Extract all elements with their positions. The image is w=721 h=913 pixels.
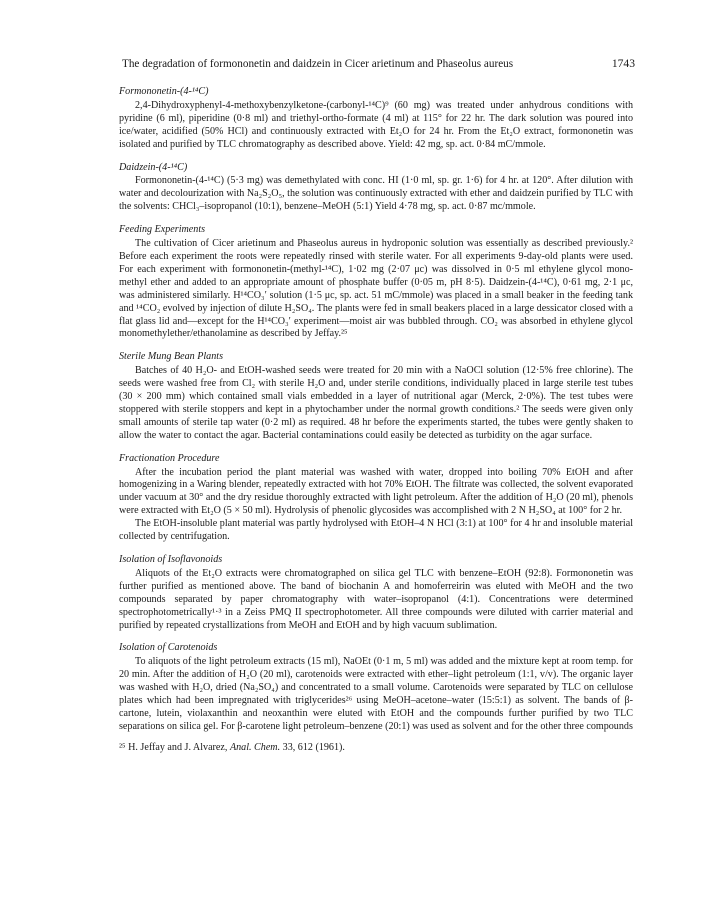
running-title: The degradation of formononetin and daidzein in Cicer arietinum and Phaseolus aureus <box>122 58 514 70</box>
footnote-journal: Anal. Chem. <box>229 741 281 753</box>
section-heading-daidzein: Daidzein-(4-¹⁴C) <box>119 161 188 173</box>
paragraph: The cultivation of Cicer arietinum and Phaseolus aureus in hydroponic solution was essentially as described previously.² Before each experiment the roots were repeatedly rinsed with sterile water. For all experiments 9-day-old plants were used. For each experiment with formononetin-(methyl-¹⁴C), 1·02 mg (2·07 μc) was dissolved in 0·5 ml ethylene glycol mono-methyl ether and added to an appropriate amount of phosphate buffer (0·05 m, pH 8·5). Daidzein-(4-¹⁴C), 0·61 mg, 2·1 μc, was administered similarly. H¹⁴CO₃′ solution (1·5 μc, sp. act. 51 mC/mmole) was placed in a small beaker in the feeding tank and ¹⁴CO₂ evolved by injection of dilute H₂SO₄. The plants were fed in small beakers placed in a large dessicator closed with a flat glass lid and—except for the H¹⁴CO₃′ experiment—moist air was bubbled through. CO₂ was absorbed in ethylene glycol monomethylether/ethanolamine as described by Jeffay.²⁵ <box>119 238 633 340</box>
paragraph: Aliquots of the Et₂O extracts were chromatographed on silica gel TLC with benzene–EtOH (92:8). Formononetin was further purified as mentioned above. The band of biochanin A and homoferreirin was eluted with MeOH and the two compounds separated by paper chromatography with water–isopropanol (4:1). Concentrations were determined spectrophotometrically¹·³ in a Zeiss PMQ II spectrophotometer. All three compounds were diluted with carrier material and purified by repeated crystallizations from MeOH and EtOH and by high vacuum sublimation. <box>119 567 633 631</box>
section-heading-isolation-carotenoids: Isolation of Carotenoids <box>119 642 218 654</box>
paragraph: Formononetin-(4-¹⁴C) (5·3 mg) was demethylated with conc. HI (1·0 ml, sp. gr. 1·6) for 4 hr. at 120°. After dilution with water and decolourization with Na₂S₂O₅, the solution was continuously extracted with ether and daidzein purified by TLC with the solvents: CHCl₃–isopropanol (10:1), benzene–MeOH (5:1) Yield 4·78 mg, sp. act. 0·87 mc/mmole. <box>119 175 633 213</box>
section-heading-isolation-isoflavonoids: Isolation of Isoflavonoids <box>119 554 223 565</box>
paragraph: 2,4-Dihydroxyphenyl-4-methoxybenzylketone-(carbonyl-¹⁴C)⁹ (60 mg) was treated under anhydrous conditions with pyridine (6 ml), piperidine (0·8 ml) and triethyl-ortho-formate (4 ml) at 115° for 22 hr. The dark solution was poured into ice/water, acidified (50% HCl) and continuously extracted with Et₂O for 24 hr. From the Et₂O extract, formononetin was isolated and purified by TLC chromatography as described above. Yield: 42 mg, sp. act. 0·84 mC/mmole. <box>119 99 633 150</box>
section-heading-fractionation: Fractionation Procedure <box>119 452 220 464</box>
section-heading-sterile-mung-bean: Sterile Mung Bean Plants <box>119 351 224 363</box>
paragraph: Batches of 40 H₂O- and EtOH-washed seeds were treated for 20 min with a NaOCl solution (12·5% free chlorine). The seeds were washed free from Cl₂ with sterile H₂O and, under sterile conditions, individually placed in large sterile test tubes (30 × 200 mm) which contained small vials embedded in a layer of nutritional agar (Merck, 2·0%). The test tubes were stoppered with sterile stoppers and kept in a phytochamber under the normal growth conditions.² The seeds were given only small amounts of sterile tap water (0·2 ml) as required. 48 hr before the experiments started, the tubes were gently shaken to allow the water to contact the agar. Bacterial contaminations could easily be detected as turbidity on the agar surface. <box>119 365 633 441</box>
article-body <box>119 86 633 755</box>
footnote-authors: H. Jeffay and J. Alvarez, <box>128 741 228 753</box>
paragraph: The EtOH-insoluble plant material was partly hydrolysed with EtOH–4 N HCl (3:1) at 100° for 4 hr and insoluble material collected by centrifugation. <box>119 518 633 543</box>
paragraph: To aliquots of the light petroleum extracts (15 ml), NaOEt (0·1 m, 5 ml) was added and the mixture kept at room temp. for 20 min. After the addition of H₂O (20 ml), carotenoids were extracted with ether–light petroleum (1:1, v/v). The organic layer was washed with H₂O, dried (Na₂SO₄) and concentrated to a small volume. Carotenoids were separated by TLC on cellulose plates which had been impregnated with triglycerides²⁶ using MeOH–acetone–water (15:5:1) as solvent. The bands of β-cartone, lutein, violaxanthin and neoxanthin were eluted with EtOH and the compounds further purified by two TLC separations on silica gel. For β-carotene light petroleum–benzene (20:1) was used as solvent and for the other three compounds <box>119 656 633 732</box>
footnote <box>119 742 633 755</box>
page-number: 1743 <box>611 57 635 70</box>
footnote-marker: ²⁵ <box>119 741 126 753</box>
section-heading-formononetin: Formononetin-(4-¹⁴C) <box>119 86 209 97</box>
running-header <box>118 57 635 71</box>
paragraph: After the incubation period the plant material was washed with water, dropped into boiling 70% EtOH and after homogenizing in a Waring blender, repeatedly extracted with hot 70% EtOH. The filtrate was collected, the solvent evaporated under vacuum at 30° and the dry residue thoroughly extracted with light petroleum. After the addition of H₂O (20 ml), phenols were extracted with Et₂O (5 × 50 ml). Hydrolysis of phenolic glycosides was accomplished with 2 N H₂SO₄ at 100° for 2 hr. <box>119 466 633 517</box>
section-heading-feeding-experiments: Feeding Experiments <box>119 224 206 236</box>
footnote-citation: 33, 612 (1961). <box>282 741 345 753</box>
